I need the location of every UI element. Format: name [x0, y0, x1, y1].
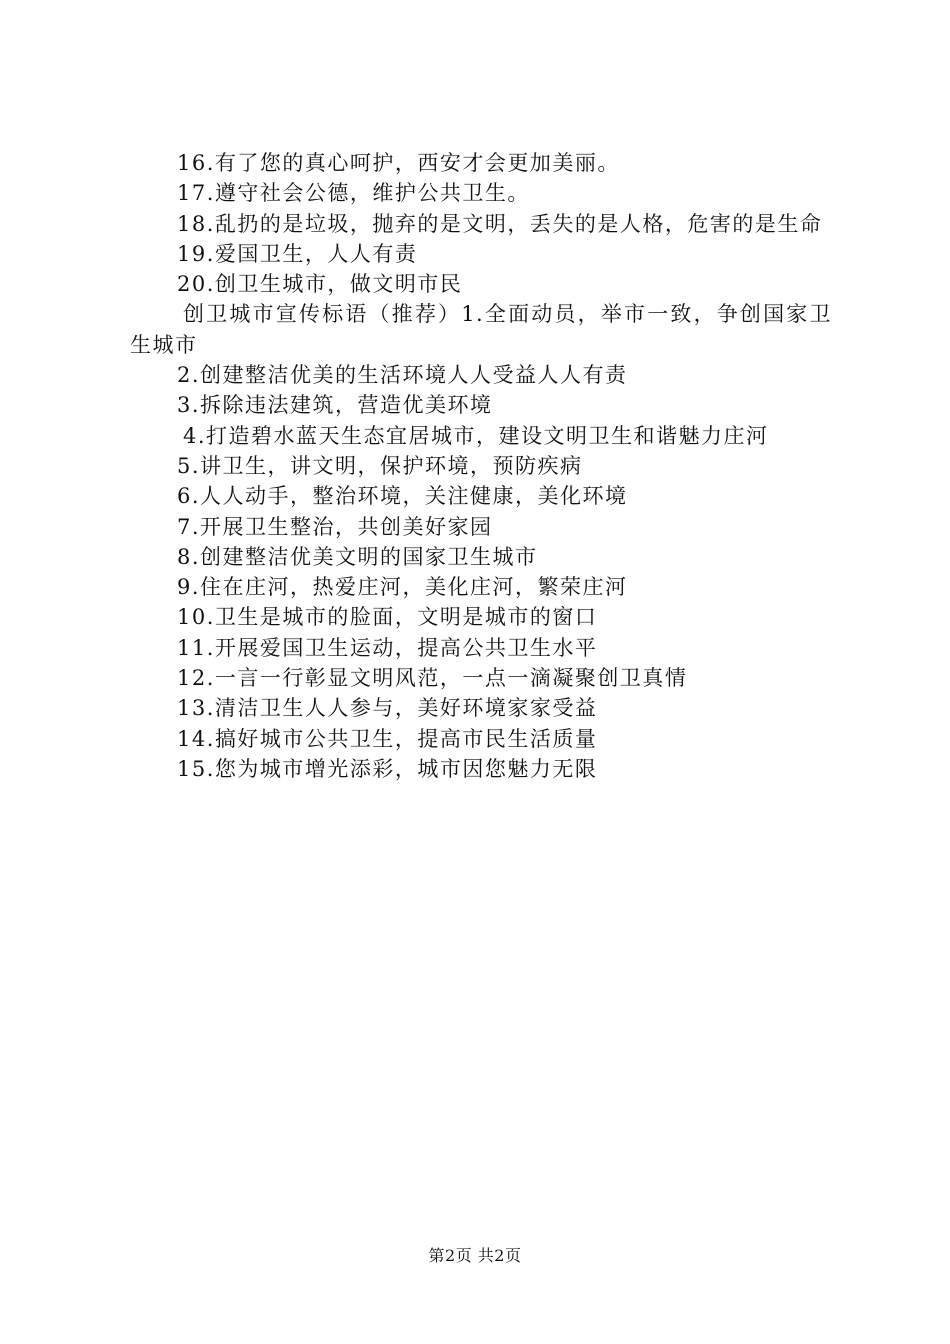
paragraph-13: 13.清洁卫生人人参与，美好环境家家受益	[177, 696, 598, 721]
paragraph-19: 19.爱国卫生，人人有责	[177, 241, 418, 266]
paragraph-5: 5.讲卫生，讲文明，保护环境，预防疾病	[177, 453, 583, 478]
paragraph-15: 15.您为城市增光添彩，城市因您魅力无限	[177, 756, 598, 781]
paragraph-6: 6.人人动手，整治环境，关注健康，美化环境	[177, 484, 628, 509]
paragraph-2: 2.创建整洁优美的生活环境人人受益人人有责	[177, 363, 628, 388]
paragraph-20: 20.创卫生城市，做文明市民	[177, 272, 463, 297]
paragraph-4: 4.打造碧水蓝天生态宜居城市，建设文明卫生和谐魅力庄河	[183, 423, 769, 448]
paragraph-12: 12.一言一行彰显文明风范，一点一滴凝聚创卫真情	[177, 666, 688, 691]
page-number-footer: 第2页 共2页	[428, 1246, 522, 1265]
paragraph-8: 8.创建整洁优美文明的国家卫生城市	[177, 544, 538, 569]
paragraph-18: 18.乱扔的是垃圾，抛弃的是文明，丢失的是人格，危害的是生命	[177, 211, 823, 236]
paragraph-16: 16.有了您的真心呵护，西安才会更加美丽。	[177, 151, 620, 175]
paragraph-9: 9.住在庄河，热爱庄河，美化庄河，繁荣庄河	[177, 575, 628, 600]
paragraph-14: 14.搞好城市公共卫生，提高市民生活质量	[177, 726, 598, 751]
paragraph-11: 11.开展爱国卫生运动，提高公共卫生水平	[177, 635, 598, 660]
paragraph-7: 7.开展卫生整治，共创美好家园	[177, 514, 493, 539]
paragraph-17: 17.遵守社会公德，维护公共卫生。	[177, 181, 530, 206]
paragraph-10: 10.卫生是城市的脸面，文明是城市的窗口	[177, 605, 598, 630]
paragraph-heading-recommended-slogans: 创卫城市宣传标语（推荐）1.全面动员，举市一致，争创国家卫生城市	[130, 302, 832, 357]
paragraph-3: 3.拆除违法建筑，营造优美环境	[177, 393, 493, 418]
document-body	[130, 148, 832, 784]
